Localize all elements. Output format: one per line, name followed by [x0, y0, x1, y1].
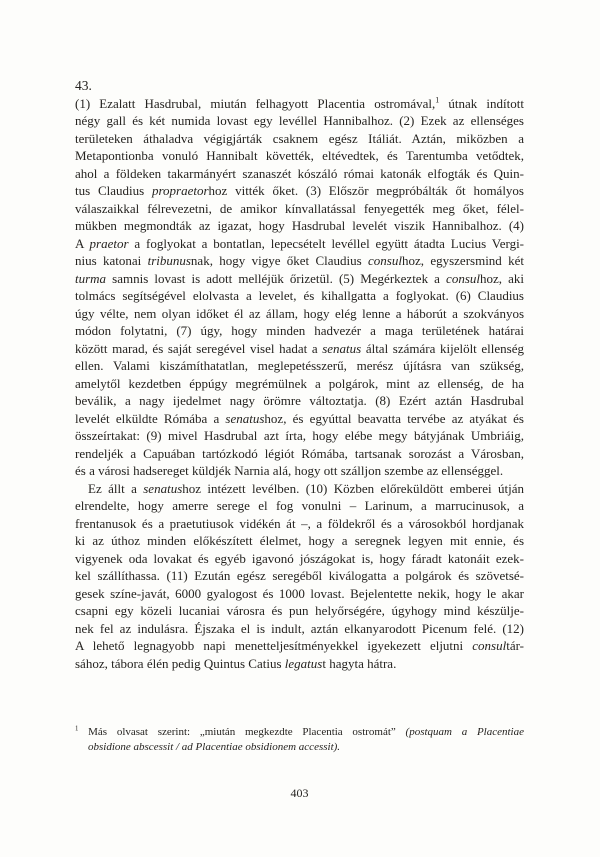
text-column — [75, 77, 524, 801]
text-line: tus Claudius propraetorhoz vitték őket. (3) Először megpróbálták őt homályos — [75, 183, 524, 198]
text-line: sához, tábora élén pedig Quintus Catius legatust hagyta hátra. — [75, 655, 397, 671]
section-number: 43. — [75, 78, 92, 93]
text-line: négy gall és két numida lovast egy levéllel Hannibalhoz. (2) Ezek az ellenséges — [75, 113, 524, 128]
paragraph — [75, 480, 524, 673]
text-line: turma samnis lovast is adott melléjük őrizetül. (5) Megérkeztek a consulhoz, aki — [75, 270, 524, 286]
text-line: módon folytatni, (7) úgy, hogy minden hadvezér a maga területének határai — [75, 323, 524, 338]
text-line: frentanusok és a praetutiusok vidékén át –, a földekről és a városokból hordjanak — [75, 515, 524, 531]
text-line: Metapontionba vonuló Hannibalt követték, eltévedtek, és Tarentumba vetődtek, — [75, 148, 524, 163]
text-line: úgy vélte, nem olyan időket él az állam, hogy elég lenne a háborút a szokványos — [75, 305, 524, 321]
text-line: és a városi hadsereget küldjék Narnia alá, hogy ott szálljon szembe az ellenséggel. — [75, 463, 504, 478]
text-line: Ez állt a senatushoz intézett levélben. (10) Közben előreküldött emberei útján — [88, 480, 524, 496]
text-line: mükben megmondták az igazat, hogy Hasdrubal levelét viszik Hannibalhoz. (4) — [75, 218, 524, 233]
text-line: (1) Ezalatt Hasdrubal, miután felhagyott Placentia ostromával,$^1$ útnak indított — [75, 95, 524, 111]
footnote — [75, 725, 524, 755]
text-line: összeírtakat: (9) mivel Hasdrubal azt írta, hogy elébe megy bátyjának Umbriáig, — [75, 428, 524, 443]
body-text — [75, 95, 524, 673]
text-line: kel szállíthassa. (11) Ezután egész seregéből kiválogatta a polgárok és szövetsé- — [75, 568, 524, 583]
footnote-reference: 1 — [75, 725, 79, 733]
text-line: között marad, és saját seregével visel hadat a senatus által számára kijelölt ellenség — [75, 340, 524, 356]
text-line: területeken áthaladva végigjárták csaknem egész Itáliát. Aztán, miközben a — [75, 130, 524, 146]
text-line: csapni egy közeli lucaniai városra és pun helyőrségére, úgyhogy mind készülje- — [75, 603, 524, 618]
text-line: A praetor a foglyokat a bontatlan, lepecsételt levéllel együtt átadta Lucius Vergi- — [75, 235, 525, 251]
text-line: A lehető legnagyobb napi menetteljesítményekkel igyekezett eljutni consultár- — [75, 638, 524, 653]
text-line: elrendelte, hogy amerre serege el fog vonulni – Larinum, a marrucinusok, a — [75, 498, 524, 513]
text-line: $^1$ Más olvasat szerint: „miután megkezdte Placentia ostromát” (postquam a Placentiae — [75, 725, 524, 738]
text-line: beválik, a nagy ijedelmet nagy örömre változtatja. (8) Ezért aztán Hasdrubal — [75, 393, 524, 408]
text-line: ki az úthoz minden előkészített élelmet, hogy a seregnek legyen mit ennie, és — [75, 533, 524, 548]
text-line: nius katonai tribunusnak, hogy vigye őket Claudius consulhoz, egyszersmind két — [75, 253, 525, 268]
text-line: ellen. Valami kiszámíthatatlan, meglepetésszerű, merész újításra van szükség, — [75, 358, 524, 373]
text-line: nek fel az indulásra. Éjszaka el is indult, aztán elkanyarodott Picenum felé. (12) — [75, 620, 524, 636]
text-line: válaszaikkal félrevezetni, de amikor kínvallatással fenyegették meg őket, félel- — [75, 200, 524, 216]
paragraph — [75, 95, 524, 480]
footnote-reference: 1 — [435, 95, 440, 105]
text-line: rendeljék a Capuában tartózkodó légiót Rómába, tartsanak sorozást a Városban, — [75, 445, 524, 461]
text-line: vigyenek oda lovakat és egyéb igavonó jószágokat is, hogy fáradt katonáit ezek- — [75, 550, 524, 566]
text-line: obsidione abscessit / ad Placentiae obsidionem accessit). — [88, 741, 341, 753]
text-line: amelytől kezdetben éppúgy megrémülnek a polgárok, mint az ellenség, de ha — [75, 375, 524, 391]
text-line: ahol a földeken takarmányért szanaszét kószáló római katonák elfogták és Quin- — [75, 165, 524, 181]
text-line: levelét elküldte Rómába a senatushoz, és egyúttal beavatta tervébe az atyákat és — [75, 410, 524, 426]
page-number: 403 — [290, 786, 309, 800]
text-line: gesek színe-javát, 6000 gyalogost és 1000 lovast. Bejelentette nekik, hogy le akar — [75, 585, 524, 601]
text-line: tolmács segítségével elolvasta a levelet, és kihallgatta a foglyokat. (6) Claudius — [75, 288, 524, 303]
